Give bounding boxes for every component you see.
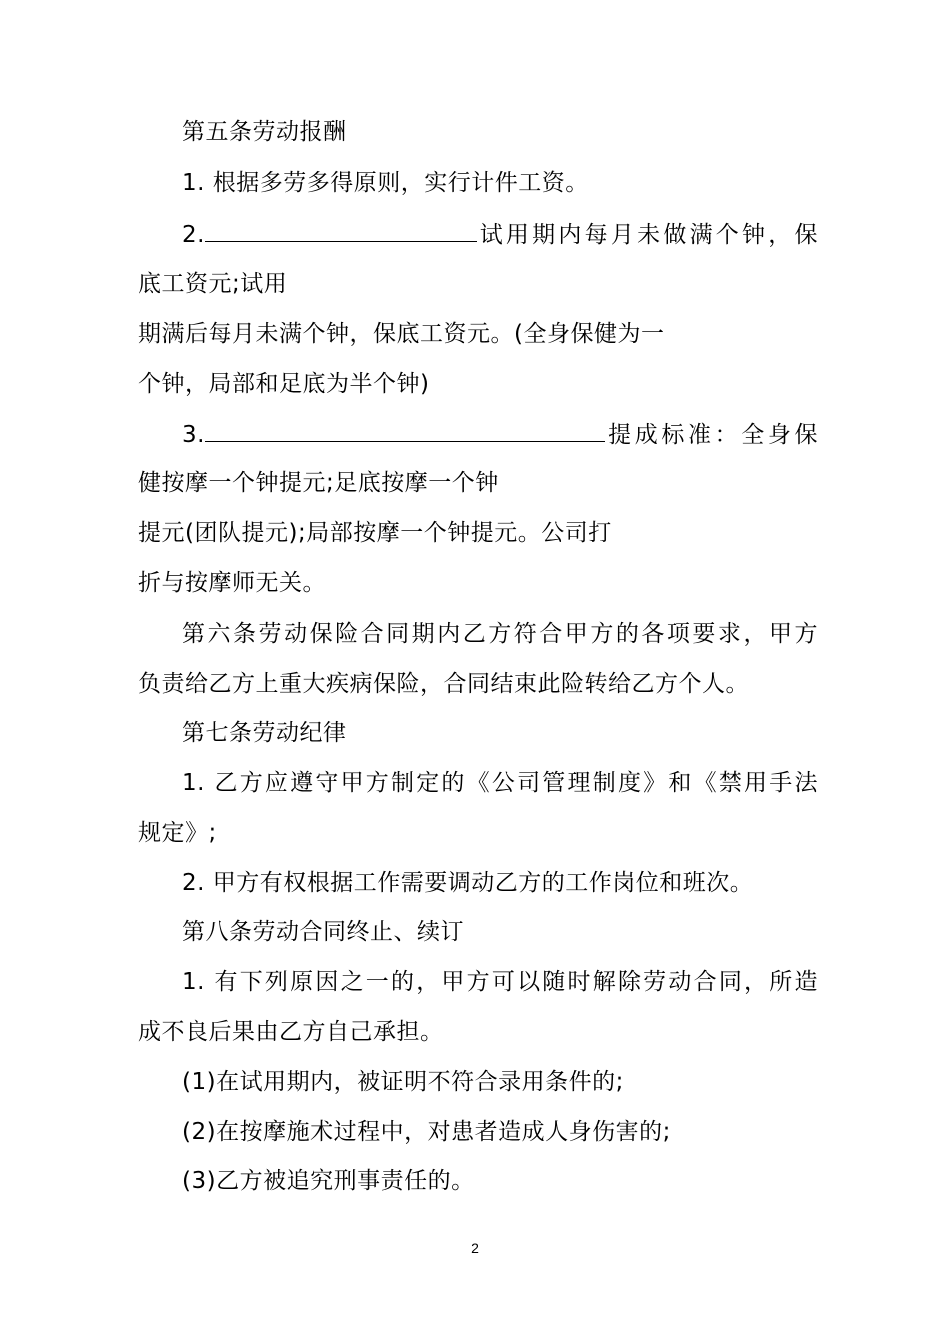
- article7-item2: 2. 甲方有权根据工作需要调动乙方的工作岗位和班次。: [182, 870, 754, 896]
- article8-title: 第八条劳动合同终止、续订: [182, 919, 464, 945]
- article8-sub1: (1)在试用期内，被证明不符合录用条件的;: [182, 1069, 624, 1095]
- article6-line2: 负责给乙方上重大疾病保险，合同结束此险转给乙方个人。: [138, 671, 749, 697]
- article5-item2-line2: 底工资元;试用: [138, 271, 288, 297]
- page-number: 2: [471, 1240, 479, 1256]
- article5-item2-line4: 个钟，局部和足底为半个钟): [138, 371, 430, 397]
- article5-item3-prefix: 3.: [182, 422, 205, 448]
- article5-item2-prefix: 2.: [182, 222, 205, 248]
- article7-item1-line1: 1. 乙方应遵守甲方制定的《公司管理制度》和《禁用手法: [182, 770, 818, 796]
- article5-item2-after-blank: 试用期内每月未做满个钟，保: [476, 222, 818, 248]
- article5-item3-after-blank: 提成标准：全身保: [604, 422, 818, 448]
- article5-item3-line1: [182, 419, 818, 450]
- article5-item1: 1. 根据多劳多得原则，实行计件工资。: [182, 170, 589, 196]
- article8-item1-line2: 成不良后果由乙方自己承担。: [138, 1019, 444, 1045]
- article5-item3-line4: 折与按摩师无关。: [138, 570, 326, 596]
- article5-item3-line2: 健按摩一个钟提元;足底按摩一个钟: [138, 470, 499, 496]
- article8-item1-line1: 1. 有下列原因之一的，甲方可以随时解除劳动合同，所造: [182, 969, 818, 995]
- article5-title: 第五条劳动报酬: [182, 119, 347, 145]
- fill-in-blank: [205, 219, 477, 242]
- fill-in-blank: [205, 419, 605, 442]
- article8-sub3: (3)乙方被追究刑事责任的。: [182, 1168, 475, 1194]
- article5-item2-line3: 期满后每月未满个钟，保底工资元。(全身保健为一: [138, 321, 665, 347]
- article7-item1-line2: 规定》;: [138, 820, 217, 846]
- article5-item2-line1: [182, 219, 818, 250]
- article5-item3-line3: 提元(团队提元);局部按摩一个钟提元。公司打: [138, 520, 612, 546]
- article8-sub2: (2)在按摩施术过程中，对患者造成人身伤害的;: [182, 1119, 671, 1145]
- article7-title: 第七条劳动纪律: [182, 720, 347, 746]
- article6-line1: 第六条劳动保险合同期内乙方符合甲方的各项要求，甲方: [182, 621, 818, 647]
